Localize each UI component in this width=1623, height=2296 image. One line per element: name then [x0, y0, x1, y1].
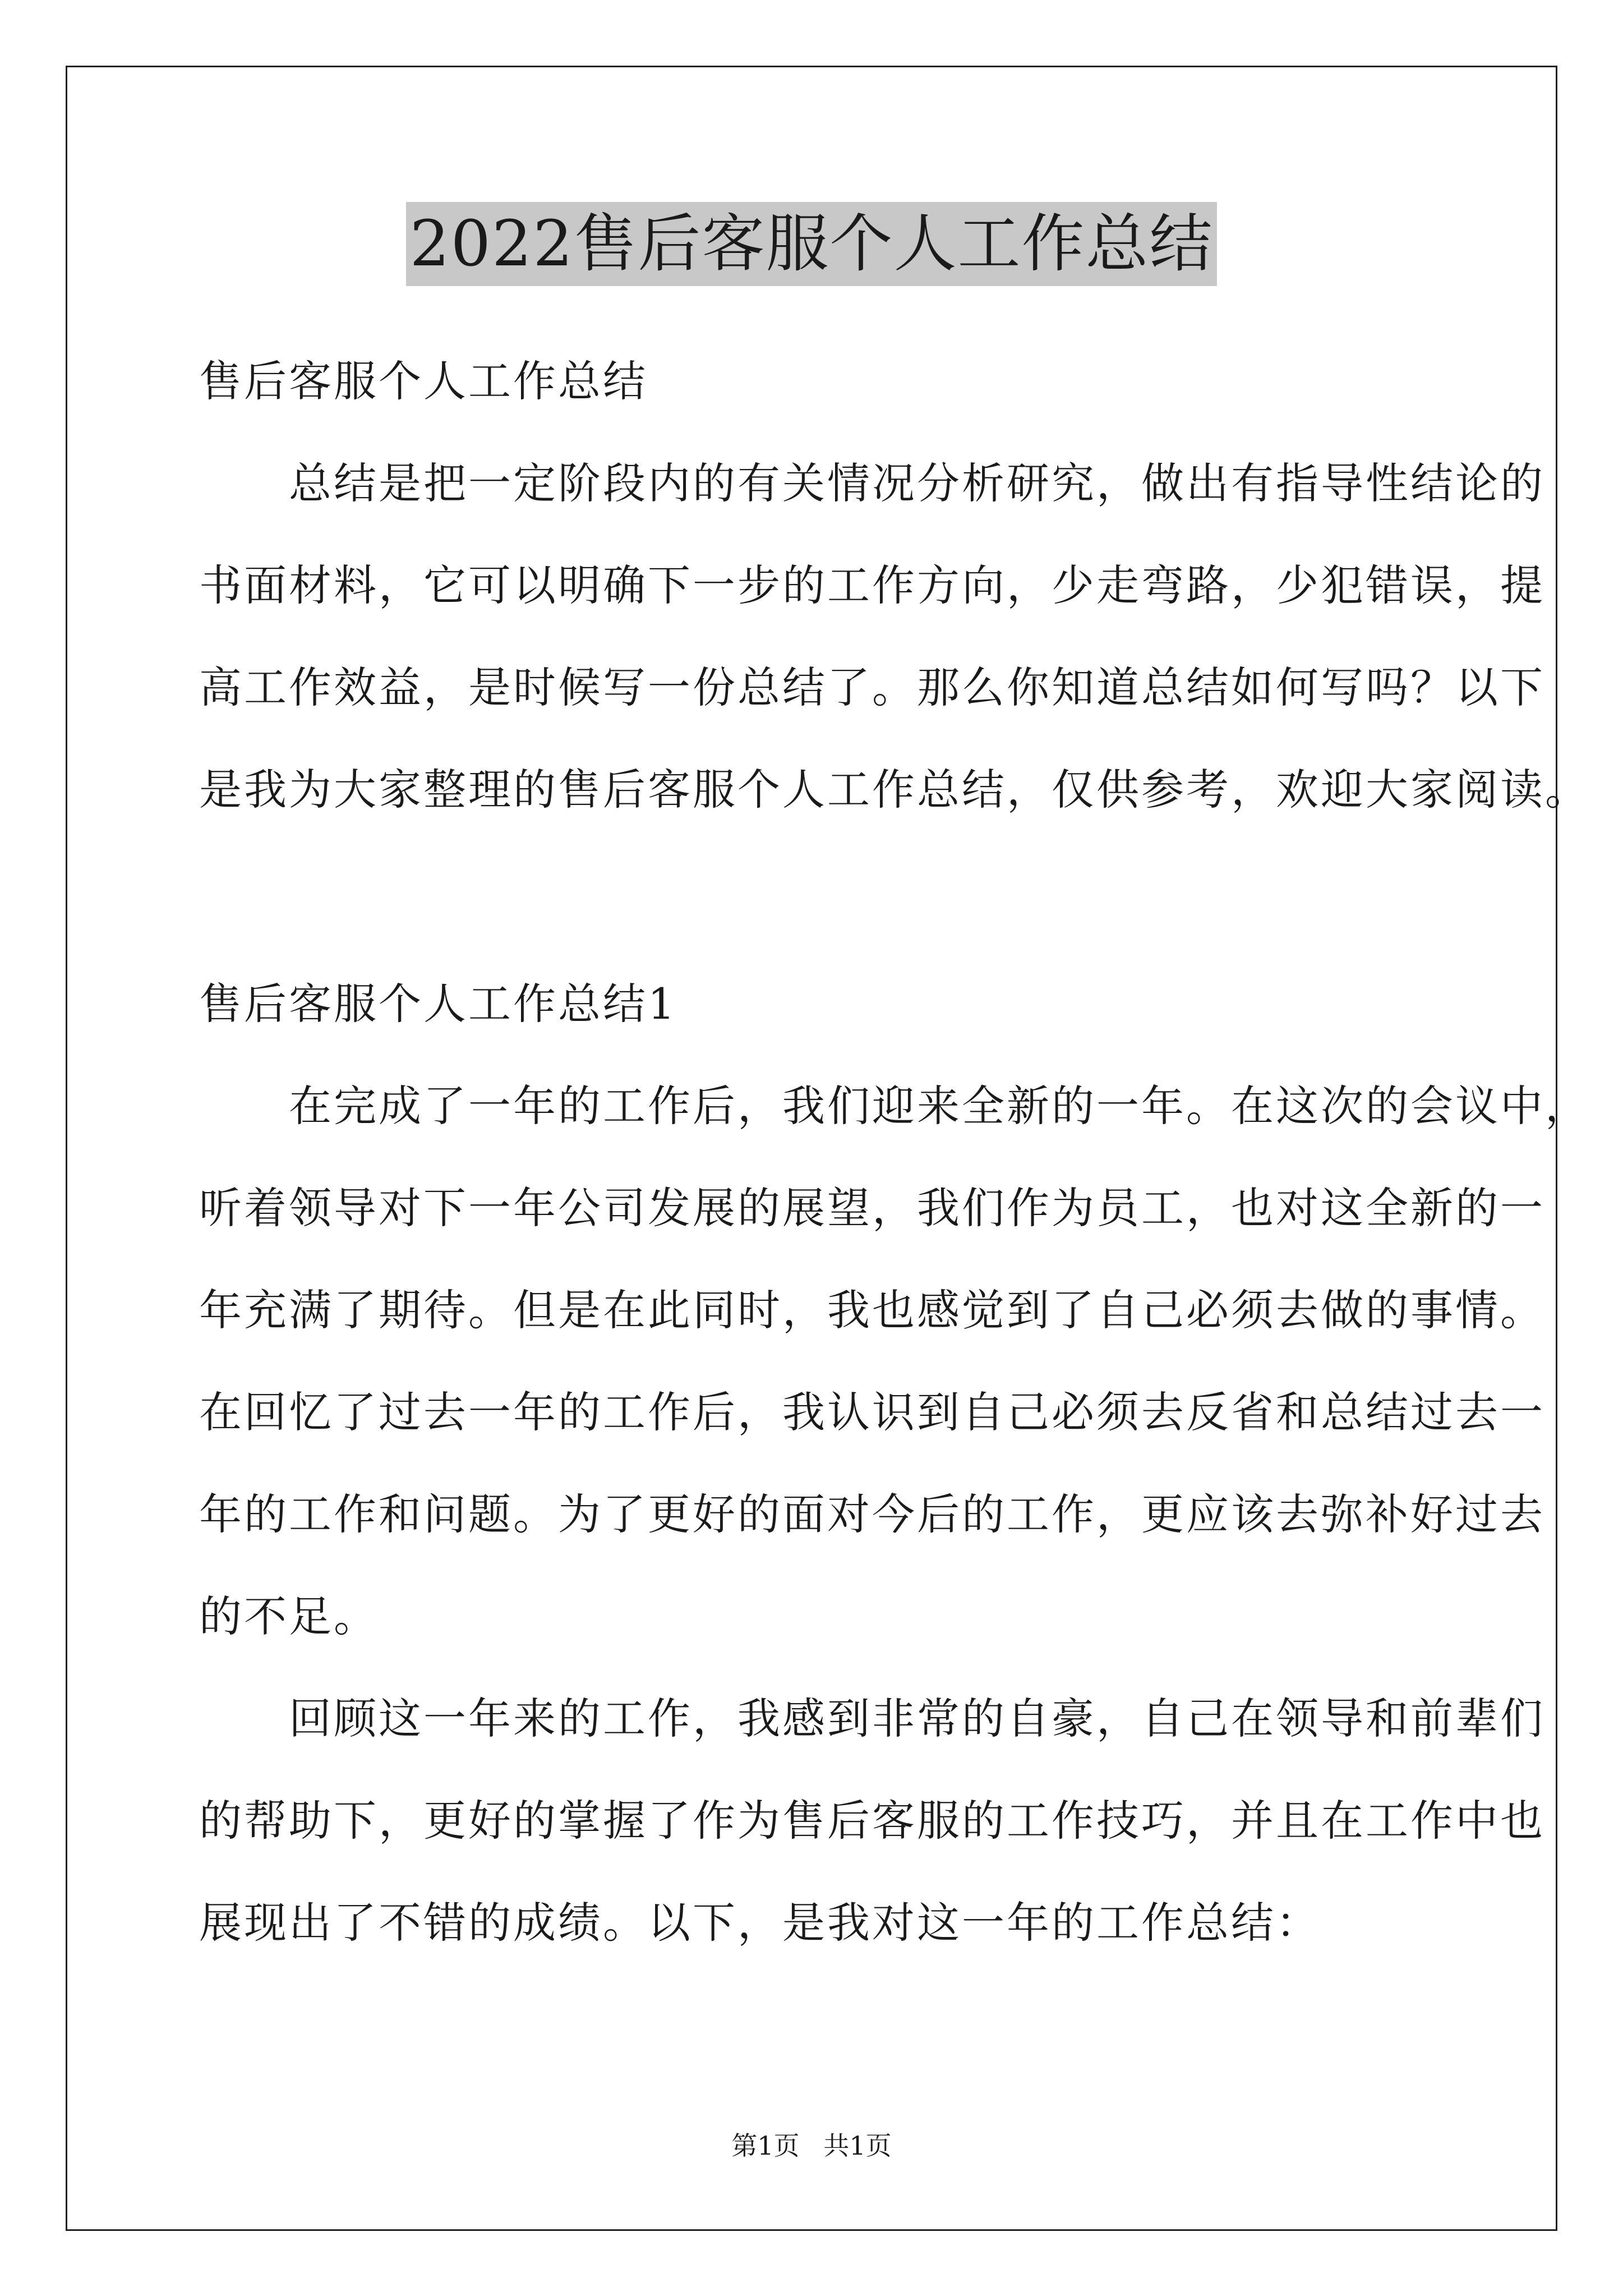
section-heading: 售后客服个人工作总结1: [199, 979, 677, 1029]
paragraph-line: 年充满了期待。但是在此同时，我也感觉到了自己必须去做的事情。: [199, 1285, 1545, 1335]
page-footer: [0, 2129, 1623, 2162]
paragraph-line: 总结是把一定阶段内的有关情况分析研究，做出有指导性结论的: [199, 458, 1545, 508]
document-title: 2022售后客服个人工作总结: [406, 202, 1216, 286]
paragraph-line: 的不足。: [199, 1591, 379, 1641]
paragraph-line: 高工作效益，是时候写一份总结了。那么你知道总结如何写吗？以下: [199, 662, 1545, 712]
paragraph-line: 展现出了不错的成绩。以下，是我对这一年的工作总结：: [199, 1898, 1321, 1948]
paragraph-line: 回顾这一年来的工作，我感到非常的自豪，自己在领导和前辈们: [199, 1694, 1545, 1743]
paragraph-line: 的帮助下，更好的掌握了作为售后客服的工作技巧，并且在工作中也: [199, 1796, 1545, 1846]
title-container: [0, 202, 1623, 286]
page-number: 第1页: [731, 2131, 800, 2161]
paragraph-line: 是我为大家整理的售后客服个人工作总结，仅供参考，欢迎大家阅读。: [199, 765, 1590, 815]
paragraph-line: 在完成了一年的工作后，我们迎来全新的一年。在这次的会议中，: [199, 1081, 1590, 1131]
page-total: 共1页: [823, 2131, 892, 2161]
paragraph-line: 书面材料，它可以明确下一步的工作方向，少走弯路，少犯错误，提: [199, 560, 1545, 610]
paragraph-line: 年的工作和问题。为了更好的面对今后的工作，更应该去弥补好过去: [199, 1489, 1545, 1539]
paragraph-line: 在回忆了过去一年的工作后，我认识到自己必须去反省和总结过去一: [199, 1387, 1545, 1437]
paragraph-line: 听着领导对下一年公司发展的展望，我们作为员工，也对这全新的一: [199, 1183, 1545, 1233]
section-heading: 售后客服个人工作总结: [199, 356, 648, 406]
